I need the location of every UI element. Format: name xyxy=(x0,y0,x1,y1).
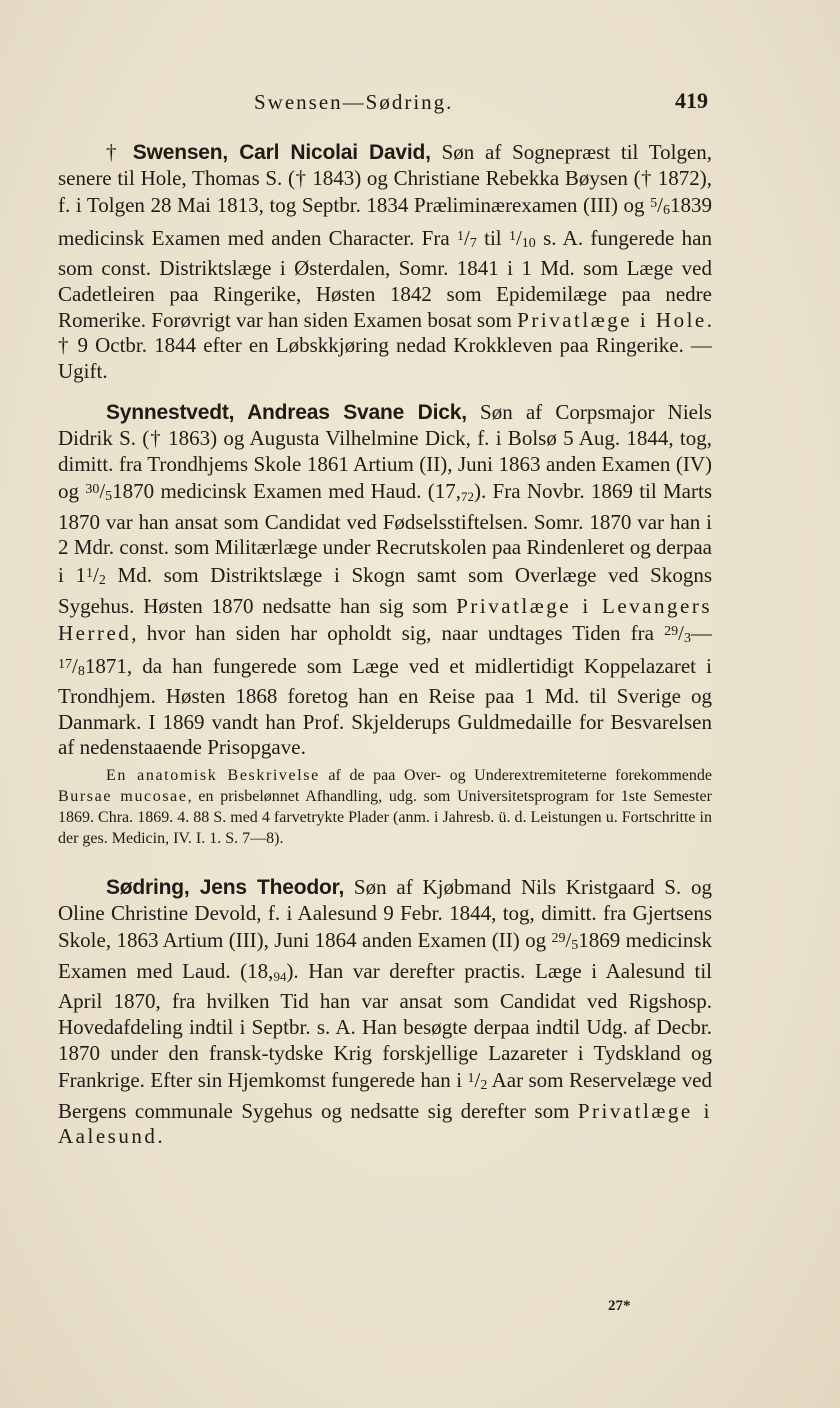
signature-mark: 27* xyxy=(608,1298,631,1314)
entry-text: Aar som Reservelæge ved Bergens communale Sygehus og nedsatte sig derefter som xyxy=(58,1068,712,1123)
note-text: af de paa Over- og Underextremiteterne forekommende xyxy=(319,767,713,785)
deceased-dagger: † xyxy=(106,140,123,164)
fraction-numerator: 1 xyxy=(86,565,94,581)
spaced-emphasis: En anatomisk Beskrivelse xyxy=(106,767,320,785)
entry-text: . xyxy=(157,1124,163,1149)
entry-text: Søn af Corpsmajor Niels Didrik S. († 1863) og Augusta Vilhelmine Dick, f. i Bolsø 5 Aug. 1844, tog, dimitt. fra Trondhjems Skole 1861 Artium (II), Juni 1863 anden Examen (IV) og xyxy=(58,400,712,504)
fraction-denominator: 2 xyxy=(480,1078,488,1094)
fraction-numerator: 17 xyxy=(58,656,72,672)
note-text: , en prisbelønnet Afhandling, udg. som Universitetsprogram for 1ste Semester 1869. Chra. 1869. 4. 88 S. med 4 farvetrykte Plader (anm. i Jahresb. ü. d. Leistungen u. Fortschritte in der ges. Medicin, IV. I. 1. S. 7—8). xyxy=(58,788,712,848)
fraction-denominator: 5 xyxy=(571,938,579,954)
fraction-denominator: 8 xyxy=(77,663,85,679)
entry-text: til xyxy=(476,225,509,250)
entry-text: 1869 medicinsk Examen med Laud. (18, xyxy=(58,928,712,983)
entry-text: . † 9 Octbr. 1844 efter en Løbskkjøring nedad Krokkleven paa Ringerike. — Ugift. xyxy=(58,307,713,383)
fraction-denominator: 5 xyxy=(105,489,113,505)
publication-note xyxy=(58,765,712,849)
page-body xyxy=(58,140,712,1150)
spaced-emphasis: Privatlæge i Aalesund xyxy=(58,1098,712,1149)
spaced-emphasis: Bursae mucosae xyxy=(58,788,188,806)
entry-text: Søn af Sognepræst til Tolgen, senere til Hole, Thomas S. († 1843) og Christiane Rebekka Bøysen († 1872), f. i Tolgen 28 Mai 1813, tog Septbr. 1834 Præliminærexamen (III) og xyxy=(58,140,713,218)
fraction-denominator: 6 xyxy=(663,203,670,219)
entry-text: 1870 medicinsk Examen med Haud. (17, xyxy=(112,479,461,504)
biography-entry-synnestvedt: Synnestvedt, Andreas Svane Dick, Søn af Corpsmajor Niels Didrik S. († 1863) og Augusta Vilhelmine Dick, f. i Bolsø 5 Aug. 1844, tog, dimitt. fra Trondhjems Skole 1861 Artium (II), Juni 1863 anden Examen (IV) og $^{30}$/51870 medicinsk Examen med Haud. $(17,_{72})$. Fra Novbr. 1869 til Marts 1870 var han ansat som Candidat ved Fødselsstiftelsen. Somr. 1870 var han i 2 Mdr. const. som Militærlæge under Recrutskolen paa Rindenleret og derpaa i $1^1/2$ Md. som Distriktslæge i Skogn samt som Overlæge ved Skogns Sygehus. Høsten 1870 nedsatte han sig som Privatlæge i Levangers Herred, hvor han siden har opholdt sig, naar undtages Tiden fra $^{29}$/3—$^{17}$/81871, da han fungerede som Læge ved et midlertidigt Koppelazaret i Trondhjem. Høsten 1868 foretog han en Reise paa 1 Md. til Sverige og Danmark. I 1869 vandt han Prof. Skjelderups Guldmedaille for Besvarelsen af nedenstaaende Prisopgave. xyxy=(58,400,713,760)
entry-text: s. A. fungerede han som const. Distriktslæge i Østerdalen, Somr. 1841 i 1 Md. som Læge ved Cadetleiren paa Ringerike, Høsten 1842 som Epidemilæge paa nedre Romerike. Forøvrigt var han siden Examen bosat som xyxy=(58,225,712,332)
fraction-denominator: 2 xyxy=(98,572,106,588)
grade-subscript: 94 xyxy=(273,968,287,984)
fraction-numerator: 29 xyxy=(551,931,566,947)
entry-name: Sødring, Jens Theodor, xyxy=(106,876,345,900)
entry-text: 1871, da han fungerede som Læge ved et midlertidigt Koppelazaret i Trondhjem. Høsten 1868 foretog han en Reise paa 1 Md. til Sverige og Danmark. I 1869 vandt han Prof. Skjelderups Guldmedaille for Besvarelsen af nedenstaaende Prisopgave. xyxy=(58,653,712,760)
fraction-numerator: 30 xyxy=(85,482,100,498)
fraction-numerator: 1 xyxy=(456,228,464,244)
entry-name: Swensen, Carl Nicolai David, xyxy=(132,141,431,164)
biography-entry-swensen: † Swensen, Carl Nicolai David, Søn af Sognepræst til Tolgen, senere til Hole, Thomas S. († 1843) og Christiane Rebekka Bøysen († 1872), f. i Tolgen 28 Mai 1813, tog Septbr. 1834 Præliminærexamen (III) og $^5$/61839 medicinsk Examen med anden Character. Fra $^1$/7 til $^1$/10 s. A. fungerede han som const. Distriktslæge i Østerdalen, Somr. 1841 i 1 Md. som Læge ved Cadetleiren paa Ringerike, Høsten 1842 som Epidemilæge paa nedre Romerike. Forøvrigt var han siden Examen bosat som Privatlæge i Hole. † 9 Octbr. 1844 efter en Løbskkjøring nedad Krokkleven paa Ringerike. — Ugift. xyxy=(58,140,713,383)
entry-text: — xyxy=(691,621,712,646)
entry-text: 1839 medicinsk Examen med anden Character. Fra xyxy=(58,193,712,250)
fraction-denominator: 7 xyxy=(469,235,477,251)
entry-text: , hvor han siden har opholdt sig, naar undtages Tiden fra xyxy=(131,621,665,646)
fraction-denominator: 10 xyxy=(521,235,536,251)
spaced-emphasis: Privatlæge i Levangers Herred xyxy=(58,593,712,646)
page-number: 419 xyxy=(675,88,708,113)
biography-entry-sodring: Sødring, Jens Theodor, Søn af Kjøbmand Nils Kristgaard S. og Oline Christine Devold, f. i Aalesund 9 Febr. 1844, tog, dimitt. fra Gjertsens Skole, 1863 Artium (III), Juni 1864 anden Examen (II) og $^{29}$/51869 medicinsk Examen med Laud. $(18,_{94})$. Han var derefter practis. Læge i Aalesund til April 1870, fra hvilken Tid han var ansat som Candidat ved Rigshosp. Hovedafdeling indtil i Septbr. s. A. Han besøgte derpaa indtil Udg. af Decbr. 1870 under den fransk-tydske Krig forskjellige Lazareter i Tydskland og Frankrige. Efter sin Hjemkomst fungerede han i $^1$/2 Aar som Reservelæge ved Bergens communale Sygehus og nedsatte sig derefter som Privatlæge i Aalesund. xyxy=(58,875,712,1149)
fraction-numerator: 29 xyxy=(664,624,679,640)
fraction-numerator: 5 xyxy=(650,196,658,212)
entry-text: Md. som Distriktslæge i Skogn samt som Overlæge ved Skogns Sygehus. Høsten 1870 nedsatte han sig som xyxy=(58,562,712,618)
spaced-emphasis: Privatlæge i Hole xyxy=(517,307,707,332)
fraction-denominator: 3 xyxy=(684,631,691,647)
grade-subscript: 72 xyxy=(460,489,474,505)
entry-text: ). Han var derefter practis. Læge i Aalesund til April 1870, fra hvilken Tid han var ansat som Candidat ved Rigshosp. Hovedafdeling indtil i Septbr. s. A. Han besøgte derpaa indtil Udg. af Decbr. 1870 under den fransk-tydske Krig forskjellige Lazareter i Tydskland og Frankrige. Efter sin Hjemkomst fungerede han i xyxy=(58,958,712,1093)
entry-text: Søn af Kjøbmand Nils Kristgaard S. og Oline Christine Devold, f. i Aalesund 9 Febr. 1844, tog, dimitt. fra Gjertsens Skole, 1863 Artium (III), Juni 1864 anden Examen (II) og xyxy=(58,875,712,953)
entry-name: Synnestvedt, Andreas Svane Dick, xyxy=(106,401,467,425)
entry-text: ). Fra Novbr. 1869 til Marts 1870 var han ansat som Candidat ved Fødselsstiftelsen. Somr. 1870 var han i 2 Mdr. const. som Militærlæge under Recrutskolen paa Rindenleret og derpaa i 1 xyxy=(58,479,713,587)
fraction-numerator: 1 xyxy=(467,1071,475,1087)
page-header xyxy=(58,88,708,118)
fraction-numerator: 1 xyxy=(508,228,516,244)
running-head: Swensen—Sødring. xyxy=(254,90,454,114)
